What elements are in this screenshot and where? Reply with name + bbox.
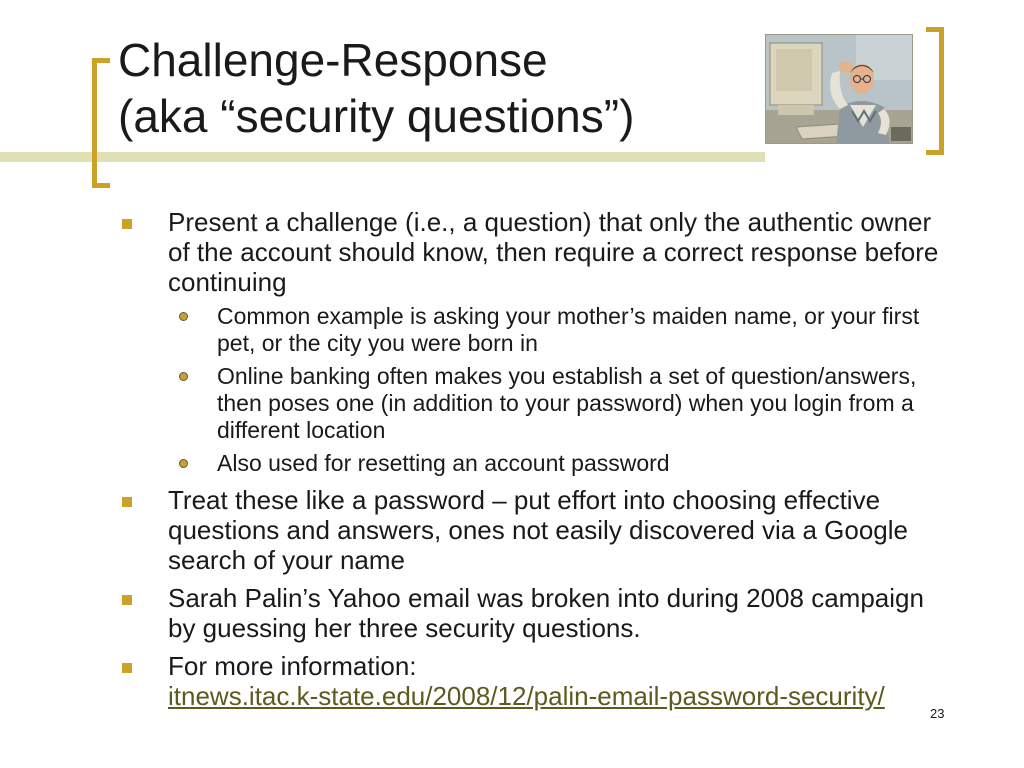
square-bullet-icon	[122, 663, 132, 673]
sub-bullet-reset-password	[168, 450, 948, 477]
right-bracket-decoration	[926, 27, 944, 155]
circle-bullet-icon	[179, 459, 188, 468]
square-bullet-icon	[122, 595, 132, 605]
left-bracket-decoration	[92, 58, 110, 188]
bullet-text: Present a challenge (i.e., a question) that only the authentic owner of the account should know, then require a correct response before continuing	[168, 207, 939, 297]
square-bullet-icon	[122, 497, 132, 507]
square-bullet-icon	[122, 219, 132, 229]
sub-bullet-text: Common example is asking your mother’s maiden name, or your first pet, or the city you were born in	[217, 303, 920, 356]
circle-bullet-icon	[179, 312, 188, 321]
bullet-challenge	[118, 207, 948, 477]
more-info-link[interactable]: itnews.itac.k-state.edu/2008/12/palin-email-password-security/	[168, 681, 885, 711]
title-line-2: (aka “security questions”)	[118, 90, 635, 142]
bullet-treat-like-password	[118, 485, 948, 575]
page-number: 23	[930, 706, 945, 721]
bullet-text: Sarah Palin’s Yahoo email was broken into during 2008 campaign by guessing her three security questions.	[168, 583, 924, 643]
sub-bullet-text: Online banking often makes you establish a set of question/answers, then poses one (in addition to your password) when you login from a different location	[217, 363, 917, 443]
sub-bullet-text: Also used for resetting an account password	[217, 450, 670, 476]
title-accent-bar	[0, 152, 765, 162]
bullet-more-information	[118, 651, 948, 711]
sub-list	[168, 303, 948, 477]
slide-title	[118, 32, 634, 144]
bullet-palin-example	[118, 583, 948, 643]
photo-illustration	[766, 35, 913, 144]
circle-bullet-icon	[179, 372, 188, 381]
slide-body	[118, 207, 948, 719]
bullet-text: For more information:	[168, 651, 417, 681]
frustrated-man-at-computer-image	[765, 34, 913, 144]
bullet-text: Treat these like a password – put effort into choosing effective questions and answers, ones not easily discovered via a Google search of your name	[168, 485, 908, 575]
sub-bullet-online-banking	[168, 363, 948, 444]
title-line-1: Challenge-Response	[118, 34, 548, 86]
sub-bullet-example	[168, 303, 948, 357]
